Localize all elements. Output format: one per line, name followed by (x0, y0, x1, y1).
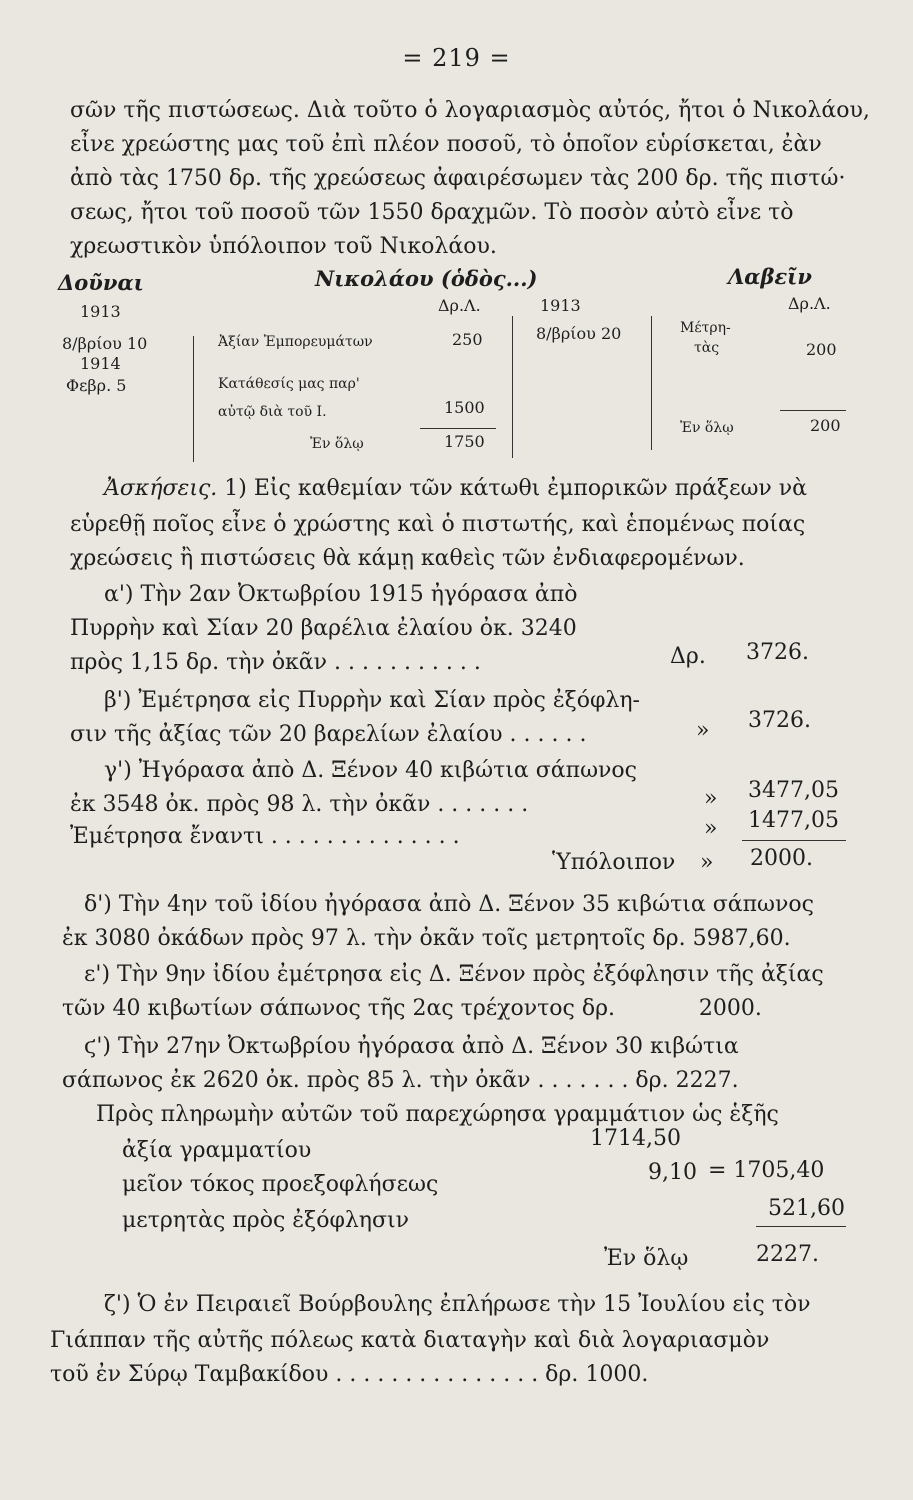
page-number: = 219 = (402, 44, 511, 72)
stigma-row-2-net: = 1705,40 (708, 1158, 825, 1183)
exercises-intro-1: 1) Εἰς καθεμίαν τῶν κάτωθι ἐμπορικῶν πράξεων νὰ (217, 476, 808, 501)
exercises-first-line (104, 476, 807, 501)
gamma-currency-1: » (704, 786, 718, 811)
alpha-line-3: πρὸς 1,15 δρ. τὴν ὀκᾶν . . . . . . . . . . . (70, 650, 481, 675)
exercises-heading: Ἀσκήσεις. (104, 476, 218, 501)
stigma-row-1-label: ἀξία γραμματίου (122, 1138, 312, 1163)
gamma-line-1: γ') Ἠγόρασα ἀπὸ Δ. Ξένον 40 κιβώτια σάπωνος (104, 758, 637, 783)
gamma-line-3: Ἐμέτρησα ἔναντι . . . . . . . . . . . . . . (70, 824, 460, 849)
stigma-row-1-value: 1714,50 (590, 1126, 681, 1151)
beta-line-1: β') Ἐμέτρησα εἰς Πυρρὴν καὶ Σίαν πρὸς ἐξόφλη- (104, 688, 640, 713)
ledger-credit-desc-2: τὰς (694, 340, 720, 356)
stigma-row-2-value: 9,10 (648, 1160, 697, 1185)
ledger-debit-date-2: 1914 (80, 354, 121, 373)
ledger-debit-desc-3: αὐτῷ διὰ τοῦ Ι. (218, 404, 327, 420)
intro-line-2: εἶνε χρεώστης μας τοῦ ἐπὶ πλέον ποσοῦ, τὸ ὁποῖον εὑρίσκεται, ἐὰν (70, 132, 822, 157)
ledger-year-left: 1913 (80, 302, 121, 321)
gamma-remainder-label: Ὑπόλοιπον (552, 850, 676, 875)
delta-line-2: ἐκ 3080 ὀκάδων πρὸς 97 λ. τὴν ὀκᾶν τοῖς μετρητοῖς δρ. 5987,60. (62, 926, 791, 951)
stigma-line-3: Πρὸς πληρωμὴν αὐτῶν τοῦ παρεχώρησα γραμμάτιον ὡς ἑξῆς (96, 1102, 779, 1127)
ledger-debit-title: Δοῦναι (58, 270, 144, 295)
gamma-remainder-currency: » (700, 850, 714, 875)
ledger-year-right: 1913 (540, 296, 581, 315)
gamma-amount-2: 1477,05 (748, 808, 839, 833)
gamma-line-2: ἐκ 3548 ὀκ. πρὸς 98 λ. τὴν ὀκᾶν . . . . . . . (70, 792, 529, 817)
ledger-currency-right: Δρ.Λ. (788, 294, 831, 313)
alpha-line-1: α') Τὴν 2αν Ὀκτωβρίου 1915 ἠγόρασα ἀπὸ (104, 582, 578, 607)
stigma-line-1: ϛ') Τὴν 27ην Ὀκτωβρίου ἠγόρασα ἀπὸ Δ. Ξένον 30 κιβώτια (84, 1034, 739, 1059)
ledger-debit-desc-2: Κατάθεσίς μας παρ' (218, 376, 360, 392)
ledger-credit-total-rule (780, 410, 846, 411)
ledger-credit-amount: 200 (806, 340, 837, 359)
exercises-intro-2: εὑρεθῇ ποῖος εἶνε ὁ χρώστης καὶ ὁ πιστωτής, καὶ ἑπομένως ποίας (70, 512, 806, 537)
gamma-sum-rule (742, 840, 846, 841)
stigma-sum-rule (756, 1226, 846, 1227)
epsilon-line-2: τῶν 40 κιβωτίων σάπωνος τῆς 2ας τρέχοντος δρ. 2000. (62, 996, 762, 1021)
ledger-credit-date: 8/βρίου 20 (536, 324, 622, 343)
zeta-line-3: τοῦ ἐν Σύρῳ Ταμβακίδου . . . . . . . . . . . . . . . δρ. 1000. (50, 1362, 649, 1387)
ledger-debit-date-1: 8/βρίου 10 (62, 334, 148, 353)
stigma-row-3-value: 521,60 (768, 1196, 845, 1221)
exercises-intro-3: χρεώσεις ἢ πιστώσεις θὰ κάμῃ καθεὶς τῶν ἐνδιαφερομένων. (70, 546, 745, 571)
stigma-total-label: Ἐν ὅλῳ (604, 1246, 689, 1271)
ledger-debit-date-3: Φεβρ. 5 (66, 376, 127, 395)
stigma-total: 2227. (756, 1242, 819, 1267)
beta-amount: 3726. (748, 708, 811, 733)
stigma-row-2-label: μεῖον τόκος προεξοφλήσεως (122, 1172, 439, 1197)
beta-currency: » (696, 718, 710, 743)
ledger-rule-center (512, 316, 513, 458)
gamma-remainder-amount: 2000. (750, 846, 813, 871)
ledger-debit-total: 1750 (444, 432, 485, 451)
beta-line-2: σιν τῆς ἀξίας τῶν 20 βαρελίων ἐλαίου . . . . . . (70, 722, 587, 747)
ledger-currency-left: Δρ.Λ. (438, 296, 481, 315)
intro-line-4: σεως, ἤτοι τοῦ ποσοῦ τῶν 1550 δραχμῶν. Τὸ ποσὸν αὐτὸ εἶνε τὸ (70, 200, 794, 225)
ledger-debit-amount-1: 250 (452, 330, 483, 349)
stigma-line-2: σάπωνος ἐκ 2620 ὀκ. πρὸς 85 λ. τὴν ὀκᾶν . . . . . . . δρ. 2227. (62, 1068, 739, 1093)
ledger-debit-total-rule (420, 428, 496, 429)
ledger-credit-title: Λαβεῖν (728, 264, 812, 289)
intro-line-5: χρεωστικὸν ὑπόλοιπον τοῦ Νικολάου. (70, 234, 497, 259)
ledger-credit-total-label: Ἐν ὅλῳ (680, 420, 734, 436)
ledger-rule-date-debit (193, 336, 194, 462)
ledger-debit-amount-3: 1500 (444, 398, 485, 417)
zeta-line-2: Γιάππαν τῆς αὐτῆς πόλεως κατὰ διαταγὴν καὶ διὰ λογαριασμὸν (50, 1328, 770, 1353)
alpha-currency: Δρ. (670, 644, 706, 669)
gamma-amount-1: 3477,05 (748, 778, 839, 803)
ledger-rule-date-credit (651, 316, 652, 450)
ledger-debit-desc-1: Ἀξίαν Ἐμπορευμάτων (218, 334, 373, 350)
alpha-line-2: Πυρρὴν καὶ Σίαν 20 βαρέλια ἐλαίου ὀκ. 3240 (70, 616, 577, 641)
intro-line-1: σῶν τῆς πιστώσεως. Διὰ τοῦτο ὁ λογαριασμὸς αὐτός, ἤτοι ὁ Νικολάου, (70, 98, 870, 123)
gamma-currency-2: » (704, 816, 718, 841)
ledger-account-title: Νικολάου (ὁδὸς...) (315, 266, 538, 291)
delta-line-1: δ') Τὴν 4ην τοῦ ἰδίου ἠγόρασα ἀπὸ Δ. Ξένον 35 κιβώτια σάπωνος (84, 892, 814, 917)
ledger-credit-desc-1: Μέτρη- (680, 320, 731, 336)
zeta-line-1: ζ') Ὁ ἐν Πειραιεῖ Βούρβουλης ἐπλήρωσε τὴν 15 Ἰουλίου εἰς τὸν (104, 1292, 811, 1317)
stigma-row-3-label: μετρητὰς πρὸς ἐξόφλησιν (122, 1208, 409, 1233)
alpha-amount: 3726. (746, 640, 809, 665)
ledger-credit-total: 200 (810, 416, 841, 435)
ledger-debit-total-label: Ἐν ὅλῳ (310, 436, 364, 452)
intro-line-3: ἀπὸ τὰς 1750 δρ. τῆς χρεώσεως ἀφαιρέσωμεν τὰς 200 δρ. τῆς πιστώ· (70, 166, 846, 191)
epsilon-line-1: ε') Τὴν 9ην ἰδίου ἐμέτρησα εἰς Δ. Ξένον πρὸς ἐξόφλησιν τῆς ἀξίας (84, 962, 824, 987)
